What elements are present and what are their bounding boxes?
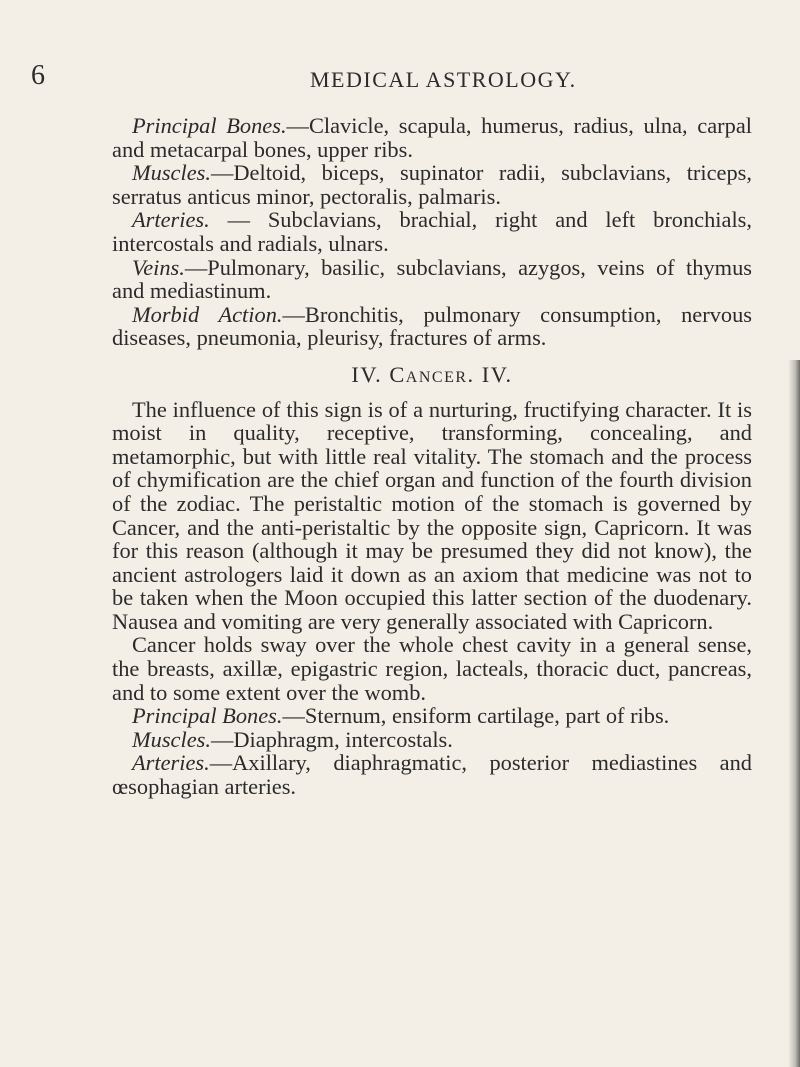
- paragraph-veins: [112, 256, 752, 303]
- paragraph-principal-bones: [112, 114, 752, 161]
- paragraph-morbid-action: [112, 303, 752, 350]
- entry-label: Muscles.: [132, 160, 211, 186]
- entry-label: Principal Bones.: [132, 113, 287, 138]
- body-paragraph: Cancer holds sway over the whole chest cavity in a general sense, the breasts, axillæ, epigastric region, lacteals, thoracic duct, pancreas, and to some extent over the womb.: [112, 632, 752, 705]
- entry-text: —Axillary, diaphragmatic, posterior mediastines and œsophagian arteries.: [112, 750, 752, 800]
- entry-label: Arteries.: [132, 750, 210, 776]
- paragraph-muscles-cancer: [112, 728, 752, 752]
- entry-text: —Diaphragm, intercostals.: [210, 726, 453, 752]
- entry-label: Morbid Action.: [132, 301, 283, 327]
- entry-text: —Pulmonary, basilic, subclavians, azygos, veins of thymus and mediastinum.: [112, 254, 752, 304]
- entry-label: Arteries.: [132, 207, 210, 233]
- paragraph-principal-bones-cancer: [112, 704, 752, 728]
- section-number-left: IV.: [351, 361, 383, 387]
- section-title: Cancer.: [389, 361, 475, 387]
- page-body: [112, 114, 752, 799]
- paragraph-arteries-cancer: [112, 751, 752, 798]
- page-edge-shadow: [788, 360, 800, 1067]
- entry-label: Veins.: [132, 254, 185, 280]
- entry-label: Principal Bones.: [132, 703, 283, 729]
- entry-text: — Subclavians, brachial, right and left bronchials, intercostals and radials, ulnars.: [112, 207, 752, 256]
- paragraph-muscles: [112, 161, 752, 208]
- entry-text: —Deltoid, biceps, supinator radii, subclavians, triceps, serratus anticus minor, pectoralis, palmaris.: [112, 160, 752, 209]
- entry-label: Muscles.: [132, 726, 211, 752]
- entry-text: —Bronchitis, pulmonary consumption, nervous diseases, pneumonia, pleurisy, fractures of arms.: [112, 301, 752, 351]
- running-title: MEDICAL ASTROLOGY.: [310, 67, 577, 92]
- section-number-right: IV.: [481, 361, 513, 387]
- entry-text: —Clavicle, scapula, humerus, radius, ulna, carpal and metacarpal bones, upper ribs.: [112, 113, 752, 162]
- section-heading: [112, 363, 752, 387]
- page-number: 6: [31, 60, 45, 91]
- body-paragraph: The influence of this sign is of a nurturing, fructifying character. It is moist in quality, receptive, transforming, concealing, and metamorphic, but with little real vitality. The stomach and the process of chymification are the chief organ and function of the fourth division of the zodiac. The peristaltic motion of the stomach is governed by Cancer, and the anti-peristaltic by the opposite sign, Capricorn. It was for this reason (although it may be presumed they did not know), the ancient astrologers laid it down as an axiom that medicine was not to be taken when the Moon occupied this latter section of the duodenary. Nausea and vomiting are very generally associated with Capricorn.: [112, 396, 752, 634]
- entry-text: —Sternum, ensiform cartilage, part of ribs.: [282, 703, 670, 729]
- paragraph-arteries: [112, 208, 752, 255]
